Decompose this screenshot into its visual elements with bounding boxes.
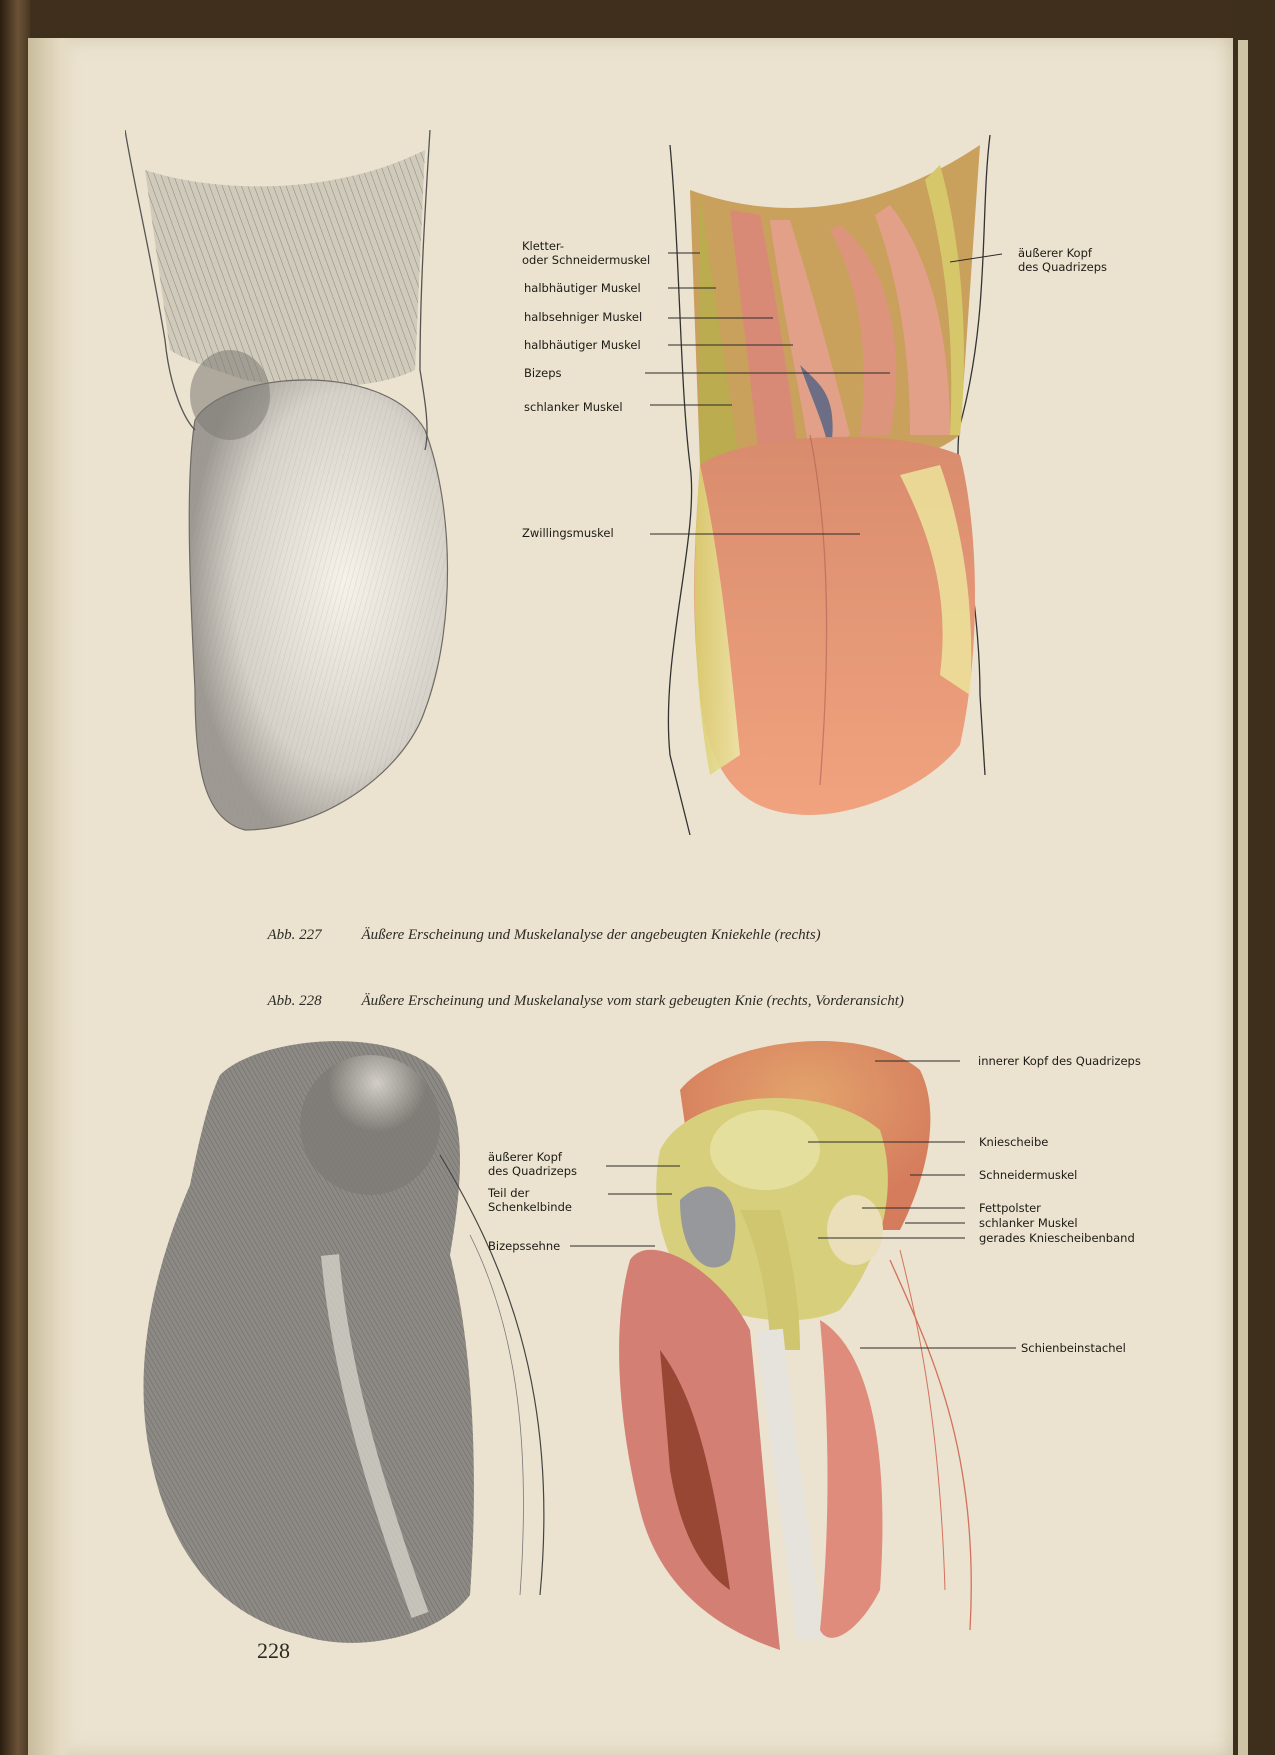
caption-number: Abb. 227 [267, 927, 322, 943]
page-number: 228 [257, 1638, 290, 1663]
label-teil-der-schenkelbinde: Teil der Schenkelbinde [488, 1186, 572, 1214]
label-aeusserer-kopf-quadrizeps: äußerer Kopf des Quadrizeps [1018, 246, 1108, 274]
caption-number: Abb. 228 [267, 993, 322, 1009]
label-aeusserer-kopf-quadrizeps: äußerer Kopf des Quadrizeps [488, 1150, 578, 1178]
label-schneidermuskel: Schneidermuskel [979, 1168, 1078, 1182]
label-fettpolster: Fettpolster [979, 1201, 1041, 1215]
label-halbhaeutiger-muskel-2: halbhäutiger Muskel [524, 338, 641, 352]
label-halbsehniger-muskel: halbsehniger Muskel [524, 310, 643, 324]
label-schienbeinstachel: Schienbeinstachel [1021, 1341, 1126, 1355]
label-kniescheibe: Kniescheibe [979, 1135, 1049, 1149]
label-halbhaeutiger-muskel-1: halbhäutiger Muskel [524, 281, 641, 295]
label-gerades-kniescheibenband: gerades Kniescheibenband [979, 1231, 1135, 1245]
label-kletter-schneidermuskel: Kletter- oder Schneidermuskel [522, 239, 651, 267]
label-schlanker-muskel: schlanker Muskel [979, 1216, 1078, 1230]
caption-text: Äußere Erscheinung und Muskelanalyse der angebeugten Kniekehle (rechts) [361, 927, 821, 943]
label-bizepssehne: Bizepssehne [488, 1239, 561, 1253]
label-bizeps: Bizeps [524, 366, 562, 380]
label-schlanker-muskel: schlanker Muskel [524, 400, 623, 414]
label-innerer-kopf-quadrizeps: innerer Kopf des Quadrizeps [978, 1054, 1141, 1068]
caption-text: Äußere Erscheinung und Muskelanalyse vom stark gebeugten Knie (rechts, Vorderansicht) [361, 993, 904, 1009]
label-zwillingsmuskel: Zwillingsmuskel [522, 526, 614, 540]
